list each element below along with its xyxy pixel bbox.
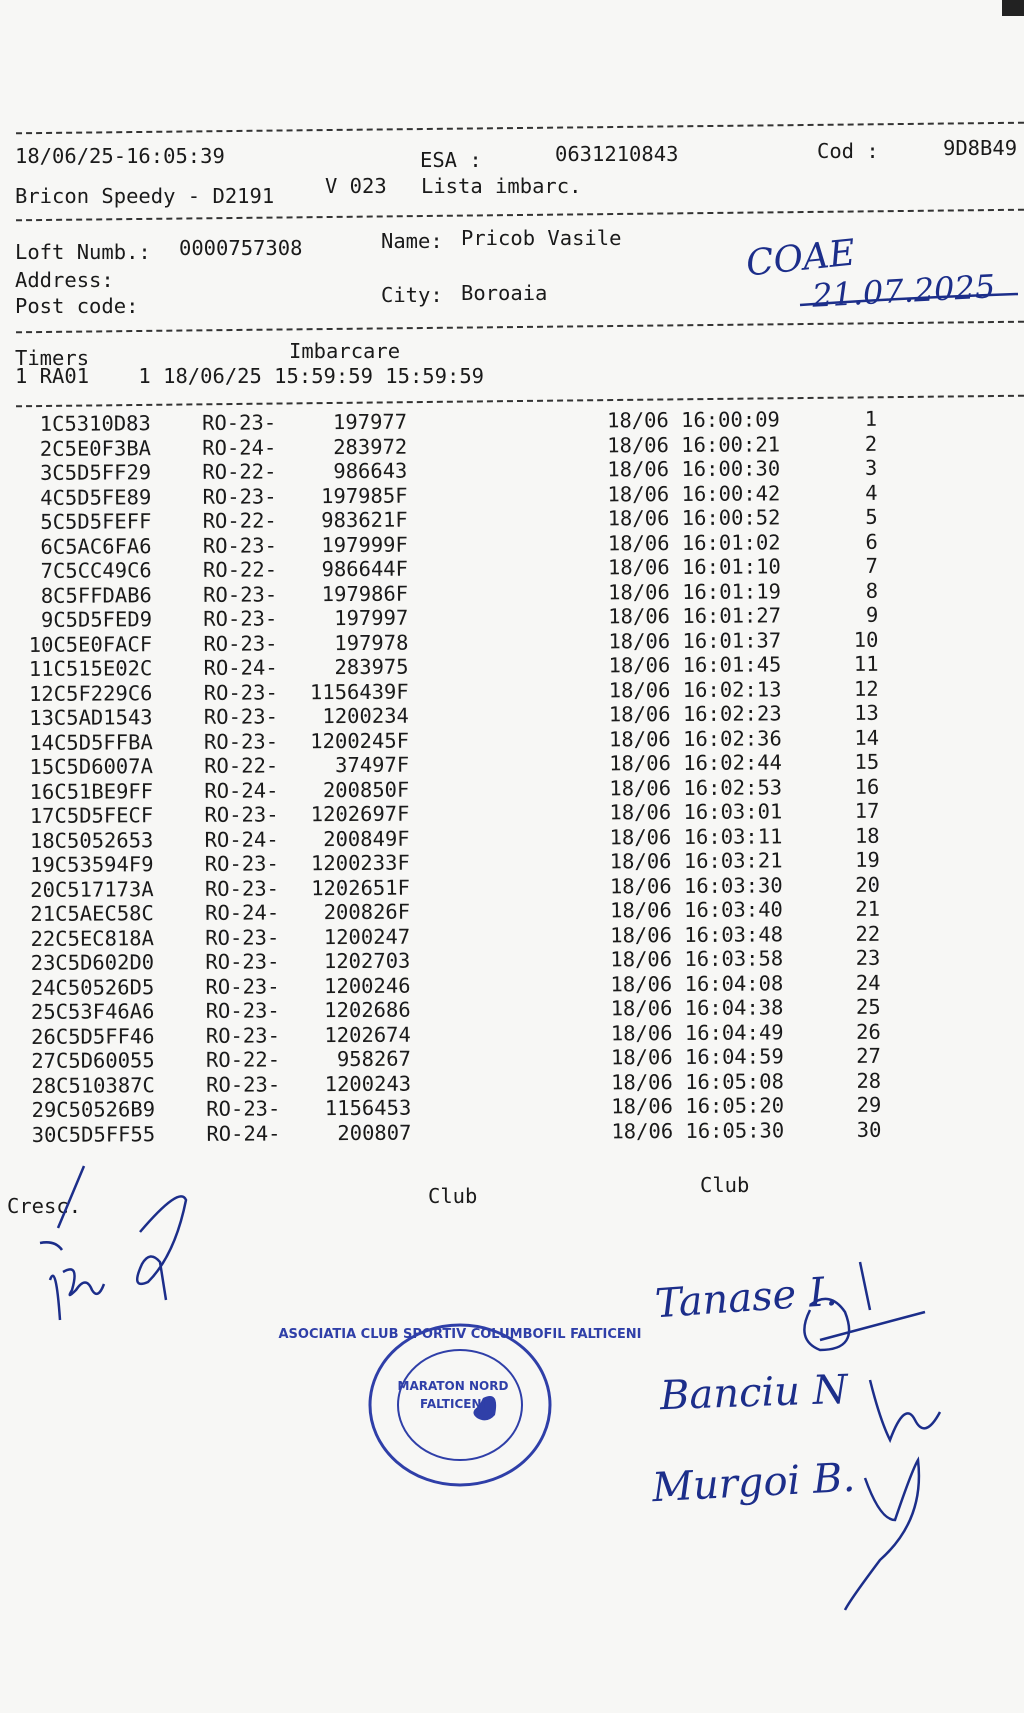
arrival-time: 18/06 16:01:10 bbox=[607, 554, 781, 580]
ring-number: 1200234 bbox=[322, 703, 409, 729]
row-index: 1 bbox=[39, 412, 53, 437]
chip-code: C5CC49C6 bbox=[52, 558, 152, 584]
ring-prefix: RO-24- bbox=[206, 1121, 281, 1146]
ring-number: 983621F bbox=[321, 507, 408, 533]
row-index: 17 bbox=[29, 804, 55, 829]
ring-number: 197977 bbox=[332, 409, 408, 435]
esa-label: ESA : bbox=[420, 148, 482, 172]
chip-code: C53F46A6 bbox=[55, 999, 155, 1025]
arrival-order: 19 bbox=[854, 848, 880, 873]
row-index: 26 bbox=[31, 1024, 56, 1049]
arrival-order: 12 bbox=[853, 676, 879, 701]
ring-prefix: RO-22- bbox=[205, 1047, 281, 1073]
ring-prefix: RO-24- bbox=[203, 655, 278, 681]
club-signature-3: Murgoi B. bbox=[650, 1454, 857, 1512]
chip-code: C5D5FF29 bbox=[52, 460, 152, 486]
arrival-time: 18/06 16:02:23 bbox=[608, 701, 782, 727]
ring-prefix: RO-23- bbox=[205, 974, 280, 999]
arrival-time: 18/06 16:00:30 bbox=[607, 456, 781, 482]
row-index: 25 bbox=[30, 1000, 56, 1025]
arrival-time: 18/06 16:04:59 bbox=[610, 1044, 784, 1070]
ring-prefix: RO-24- bbox=[204, 827, 279, 852]
chip-code: C5E0FACF bbox=[53, 631, 153, 657]
ring-prefix: RO-23- bbox=[203, 606, 278, 632]
arrival-order: 29 bbox=[856, 1093, 882, 1118]
row-index: 11 bbox=[28, 657, 54, 682]
owner-name-label: Name: bbox=[381, 229, 443, 253]
club-signature-1: Tanase I. bbox=[653, 1268, 839, 1328]
arrival-time: 18/06 16:00:42 bbox=[607, 481, 781, 507]
row-index: 12 bbox=[28, 681, 54, 706]
arrival-time: 18/06 16:02:44 bbox=[609, 750, 783, 776]
print-datetime: 18/06/25-16:05:39 bbox=[15, 144, 225, 168]
arrival-order: 25 bbox=[855, 995, 881, 1020]
ring-prefix: RO-23- bbox=[204, 802, 279, 828]
ring-number: 1200247 bbox=[323, 924, 411, 949]
stamp-ring-text: ASOCIATIA CLUB SPORTIV COLUMBOFIL FALTICENI bbox=[278, 1327, 642, 1342]
ring-number: 1202686 bbox=[324, 997, 411, 1023]
arrival-order: 4 bbox=[865, 480, 878, 505]
ring-number: 986643 bbox=[333, 458, 408, 484]
chip-code: C5D602D0 bbox=[55, 950, 155, 976]
ring-prefix: RO-23- bbox=[202, 484, 277, 509]
ring-prefix: RO-23- bbox=[204, 876, 280, 901]
ring-number: 197997 bbox=[334, 605, 409, 631]
handwritten-note-title: COAE bbox=[744, 232, 858, 285]
stamp-center-line-1: MARATON NORD bbox=[397, 1379, 509, 1393]
chip-code: C5D5FECF bbox=[54, 803, 154, 829]
arrival-order: 11 bbox=[853, 652, 879, 677]
row-index: 14 bbox=[29, 730, 55, 755]
esa-value: 0631210843 bbox=[555, 142, 679, 166]
ring-prefix: RO-23- bbox=[203, 680, 278, 705]
arrival-order: 2 bbox=[864, 431, 878, 456]
chip-code: C5052653 bbox=[54, 827, 154, 853]
ring-prefix: RO-23- bbox=[205, 998, 280, 1024]
arrival-order: 30 bbox=[856, 1117, 882, 1142]
arrival-order: 3 bbox=[864, 456, 878, 481]
row-index: 2 bbox=[39, 436, 53, 461]
device-version: V 023 bbox=[325, 174, 387, 198]
chip-code: C517173A bbox=[54, 876, 154, 902]
imbarcare-label: Imbarcare bbox=[289, 339, 401, 363]
ring-number: 1156453 bbox=[324, 1095, 412, 1121]
chip-code: C5D5FE89 bbox=[52, 484, 152, 510]
arrival-time: 18/06 16:04:38 bbox=[610, 995, 784, 1021]
row-index: 10 bbox=[28, 632, 54, 657]
ring-number: 283975 bbox=[334, 654, 409, 680]
ring-number: 200807 bbox=[337, 1120, 412, 1145]
arrival-order: 14 bbox=[854, 725, 880, 750]
row-index: 5 bbox=[40, 510, 53, 535]
timer-row: 1 RA01 1 18/06/25 15:59:59 15:59:59 bbox=[15, 364, 484, 388]
ring-prefix: RO-22- bbox=[202, 459, 277, 485]
arrival-order: 18 bbox=[854, 823, 880, 848]
chip-code: C5FFDAB6 bbox=[53, 582, 152, 608]
arrival-order: 26 bbox=[856, 1019, 881, 1044]
timers-label: Timers bbox=[15, 346, 90, 370]
ring-number: 1200246 bbox=[324, 973, 411, 998]
arrival-order: 7 bbox=[865, 554, 879, 579]
chip-code: C5F229C6 bbox=[53, 680, 153, 706]
arrival-order: 8 bbox=[865, 578, 879, 603]
row-index: 18 bbox=[29, 828, 55, 853]
ring-number: 1200233F bbox=[310, 850, 410, 876]
row-index: 13 bbox=[29, 706, 54, 731]
chip-code: C50526B9 bbox=[56, 1097, 156, 1123]
ring-prefix: RO-22- bbox=[202, 508, 277, 534]
row-index: 15 bbox=[29, 755, 55, 780]
arrival-order: 16 bbox=[854, 774, 880, 799]
ring-number: 1200245F bbox=[310, 728, 410, 753]
ring-prefix: RO-23- bbox=[203, 631, 278, 656]
arrival-time: 18/06 16:03:01 bbox=[609, 799, 783, 825]
arrival-order: 15 bbox=[854, 750, 880, 775]
arrival-time: 18/06 16:00:52 bbox=[607, 505, 781, 531]
ring-prefix: RO-23- bbox=[205, 949, 280, 975]
arrival-order: 6 bbox=[865, 529, 878, 554]
chip-code: C50526D5 bbox=[55, 974, 155, 1000]
ring-prefix: RO-23- bbox=[203, 582, 278, 607]
chip-code: C5AD1543 bbox=[53, 705, 153, 731]
arrival-order: 22 bbox=[855, 921, 881, 946]
row-index: 21 bbox=[30, 902, 56, 927]
arrival-order: 23 bbox=[855, 946, 881, 971]
row-index: 6 bbox=[40, 534, 53, 559]
row-index: 4 bbox=[40, 485, 53, 510]
loft-number-value: 0000757308 bbox=[179, 236, 303, 260]
arrival-order: 5 bbox=[865, 505, 878, 530]
row-index: 20 bbox=[30, 877, 55, 902]
chip-code: C5EC818A bbox=[55, 925, 155, 951]
club-label: Club bbox=[700, 1173, 750, 1197]
row-index: 28 bbox=[31, 1073, 57, 1098]
list-title: Lista imbarc. bbox=[421, 174, 582, 198]
ring-number: 197985F bbox=[321, 483, 408, 508]
address-label: Address: bbox=[15, 268, 114, 292]
ring-number: 197999F bbox=[321, 532, 408, 557]
chip-code: C515E02C bbox=[53, 656, 153, 682]
arrival-order: 1 bbox=[864, 407, 878, 432]
chip-code: C5310D83 bbox=[52, 411, 151, 437]
ring-number: 283972 bbox=[333, 434, 408, 459]
cod-value: 9D8B49 bbox=[943, 136, 1018, 160]
arrival-time: 18/06 16:01:37 bbox=[608, 628, 782, 654]
ring-number: 1200243 bbox=[324, 1071, 412, 1096]
ring-prefix: RO-23- bbox=[204, 851, 279, 877]
arrival-time: 18/06 16:02:13 bbox=[608, 677, 782, 703]
arrival-time: 18/06 16:02:36 bbox=[608, 726, 782, 752]
ring-prefix: RO-23- bbox=[205, 925, 280, 950]
ring-prefix: RO-22- bbox=[204, 753, 279, 779]
chip-code: C5D5FF46 bbox=[55, 1023, 155, 1049]
arrival-time: 18/06 16:03:58 bbox=[610, 946, 784, 972]
chip-code: C5D5FFBA bbox=[53, 729, 153, 755]
arrival-order: 17 bbox=[854, 799, 880, 824]
chip-code: C5AEC58C bbox=[54, 901, 154, 927]
arrival-time: 18/06 16:00:09 bbox=[606, 407, 780, 433]
arrival-time: 18/06 16:05:08 bbox=[611, 1069, 784, 1095]
ring-number: 37497F bbox=[335, 752, 410, 778]
city-value: Boroaia bbox=[461, 281, 548, 305]
arrival-order: 13 bbox=[854, 701, 879, 726]
handwritten-note-date: 21.07.2025 bbox=[811, 267, 997, 315]
cod-label: Cod : bbox=[817, 139, 879, 163]
ring-prefix: RO-23- bbox=[203, 704, 279, 730]
post-code-label: Post code: bbox=[15, 294, 139, 318]
ring-prefix: RO-22- bbox=[202, 557, 278, 583]
ring-prefix: RO-24- bbox=[202, 435, 277, 460]
row-index: 29 bbox=[31, 1098, 57, 1123]
row-index: 22 bbox=[30, 926, 56, 951]
loft-number-label: Loft Numb.: bbox=[15, 240, 151, 264]
arrival-time: 18/06 16:01:45 bbox=[608, 652, 782, 678]
chip-code: C5D5FEFF bbox=[52, 509, 152, 535]
city-label: City: bbox=[381, 283, 443, 307]
row-index: 3 bbox=[39, 461, 53, 486]
arrival-time: 18/06 16:03:40 bbox=[609, 897, 783, 923]
arrival-time: 18/06 16:00:21 bbox=[607, 432, 781, 458]
breeder-label: Cresc. bbox=[7, 1194, 82, 1218]
ring-number: 197978 bbox=[334, 630, 409, 655]
arrival-order: 10 bbox=[853, 627, 879, 652]
arrival-time: 18/06 16:03:30 bbox=[609, 873, 783, 899]
row-index: 8 bbox=[40, 583, 54, 608]
arrival-time: 18/06 16:03:21 bbox=[609, 848, 783, 874]
arrival-time: 18/06 16:04:49 bbox=[610, 1020, 784, 1046]
row-index: 9 bbox=[40, 608, 54, 633]
arrival-time: 18/06 16:01:27 bbox=[608, 603, 782, 629]
ring-number: 200849F bbox=[323, 826, 410, 851]
arrival-order: 9 bbox=[865, 603, 879, 628]
row-index: 23 bbox=[30, 951, 56, 976]
arrival-time: 18/06 16:01:19 bbox=[608, 579, 781, 605]
owner-name-value: Pricob Vasile bbox=[461, 226, 622, 250]
ring-number: 1202674 bbox=[324, 1022, 411, 1047]
arrival-time: 18/06 16:01:02 bbox=[607, 530, 781, 556]
chip-code: C510387C bbox=[56, 1072, 155, 1098]
arrival-order: 28 bbox=[856, 1068, 882, 1093]
ring-prefix: RO-23- bbox=[202, 533, 277, 558]
chip-code: C5D5FED9 bbox=[53, 607, 153, 633]
ring-number: 1202697F bbox=[310, 801, 410, 827]
row-index: 7 bbox=[40, 559, 54, 584]
arrival-time: 18/06 16:02:53 bbox=[609, 775, 783, 801]
chip-code: C5AC6FA6 bbox=[52, 533, 152, 559]
ring-prefix: RO-24- bbox=[204, 778, 279, 803]
row-index: 19 bbox=[30, 853, 55, 878]
ring-number: 1202651F bbox=[311, 875, 410, 900]
chip-code: C5D60055 bbox=[55, 1048, 155, 1074]
arrival-time: 18/06 16:05:30 bbox=[611, 1118, 785, 1144]
stamp-center-line-2: FALTICENI bbox=[420, 1397, 486, 1411]
chip-code: C5D6007A bbox=[54, 754, 153, 780]
ring-prefix: RO-23- bbox=[201, 410, 277, 436]
arrival-order: 27 bbox=[856, 1044, 882, 1069]
row-index: 16 bbox=[29, 779, 55, 804]
row-index: 24 bbox=[30, 975, 56, 1000]
arrival-order: 24 bbox=[855, 970, 881, 995]
device-name: Bricon Speedy - D2191 bbox=[15, 184, 275, 208]
arrival-order: 21 bbox=[855, 897, 881, 922]
row-index: 30 bbox=[31, 1122, 57, 1147]
club-label: Club bbox=[428, 1184, 478, 1208]
arrival-time: 18/06 16:04:08 bbox=[610, 971, 784, 997]
ring-prefix: RO-23- bbox=[205, 1023, 280, 1048]
club-signature-2: Banciu N bbox=[659, 1366, 849, 1420]
arrival-time: 18/06 16:03:48 bbox=[610, 922, 784, 948]
ring-number: 200850F bbox=[322, 777, 410, 802]
arrival-order: 20 bbox=[855, 872, 880, 897]
arrival-time: 18/06 16:03:11 bbox=[609, 824, 783, 850]
ring-prefix: RO-23- bbox=[203, 729, 279, 754]
ring-prefix: RO-23- bbox=[206, 1072, 281, 1097]
chip-code: C5D5FF55 bbox=[56, 1121, 156, 1147]
ring-number: 197986F bbox=[321, 581, 409, 606]
ring-number: 986644F bbox=[321, 556, 409, 582]
chip-code: C51BE9FF bbox=[54, 778, 154, 804]
ring-number: 1156439F bbox=[309, 679, 409, 704]
row-index: 27 bbox=[31, 1049, 57, 1074]
ring-number: 1202703 bbox=[323, 948, 411, 974]
arrival-time: 18/06 16:05:20 bbox=[611, 1093, 785, 1119]
chip-code: C53594F9 bbox=[54, 852, 154, 878]
ring-number: 200826F bbox=[323, 899, 411, 925]
ring-prefix: RO-24- bbox=[204, 900, 280, 926]
ring-number: 958267 bbox=[336, 1046, 412, 1072]
ring-prefix: RO-23- bbox=[206, 1096, 281, 1122]
chip-code: C5E0F3BA bbox=[52, 435, 152, 461]
